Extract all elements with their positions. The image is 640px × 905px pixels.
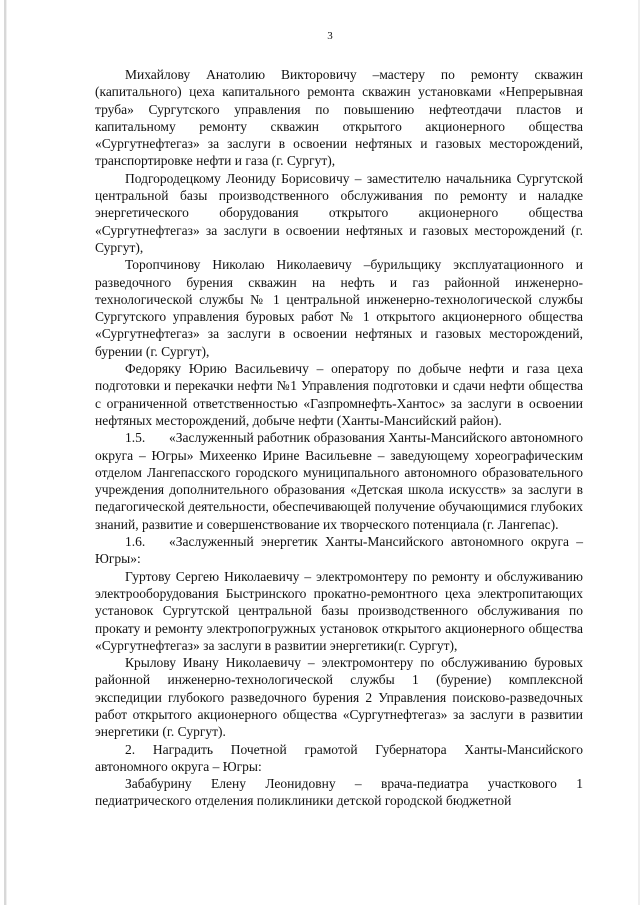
section-heading: 2. Наградить Почетной грамотой Губернатора Ханты-Мансийского автономного округа – Югры:: [95, 741, 583, 774]
item-number: 1.6.: [125, 534, 146, 550]
award-paragraph: Гуртову Сергею Николаевичу – электромонтеру по ремонту и обслуживанию электрооборудования Быстринского прокатно-ремонтного цеха электропитающих установок Сургутской центральной базы производственного обслуживания по прокату и ремонту электропогружных установок открытого акционерного общества «Сургутнефтегаз» за заслуги в развитии энергетики(г. Сургут),: [95, 568, 583, 653]
award-paragraph: Крылову Ивану Николаевичу – электромонтеру по обслуживанию буровых районной инженерно-технологической службы 1 (бурение) комплексной экспедиции глубокого разведочного бурения 2 Управления поисково-разведочных работ открытого акционерного общества «Сургутнефтегаз» за заслуги в развитии энергетики (г. Сургут).: [95, 655, 583, 740]
award-paragraph: Подгородецкому Леониду Борисовичу – заместителю начальника Сургутской центральной базы производственного обслуживания по ремонту и наладке энергетического оборудования открытого акционерного общества «Сургутнефтегаз» за заслуги в освоении нефтяных и газовых месторождений (г. Сургут),: [95, 170, 583, 255]
numbered-item-1-5: [95, 429, 583, 533]
page-number: 3: [327, 30, 333, 42]
item-text: «Заслуженный энергетик Ханты-Мансийского автономного округа – Югры»:: [95, 534, 583, 567]
award-paragraph: Федоряку Юрию Васильевичу – оператору по добыче нефти и газа цеха подготовки и перекачки нефти №1 Управления подготовки и сдачи нефти общества с ограниченной ответственностью «Газпромнефть-Хантос» за заслуги в освоении нефтяных месторождений, добыче нефти (Ханты-Мансийский район).: [95, 361, 583, 428]
item-text: «Заслуженный работник образования Ханты-Мансийского автономного округа – Югры» Михеенко Ирине Васильевне – заведующему хореографическим отделом Лангепасского городского муниципального автономного образовательного учреждения дополнительного образования «Детская школа искусств» за заслуги в педагогической деятельности, обеспечивающей получение обучающимися глубоких знаний, развитие и совершенствование их творческого потенциала (г. Лангепас).: [95, 430, 583, 532]
document-body: [95, 66, 583, 810]
numbered-item-1-6: [95, 533, 583, 568]
award-paragraph: Торопчинову Николаю Николаевичу –бурильщику эксплуатационного и разведочного бурения скважин на нефть и газ районной инженерно-технологической службы № 1 центральной инженерно-технологической службы Сургутского управления буровых работ № 1 открытого акционерного общества «Сургутнефтегаз» за заслуги в освоении нефтяных и газовых месторождений, бурении (г. Сургут),: [95, 257, 583, 359]
award-paragraph: Михайлову Анатолию Викторовичу –мастеру по ремонту скважин (капитального) цеха капитального ремонта скважин установками «Непрерывная труба» Сургутского управления по повышению нефтеотдачи пластов и капитальному ремонту скважин открытого акционерного общества «Сургутнефтегаз» за заслуги в освоении нефтяных и газовых месторождений, транспортировке нефти и газа (г. Сургут),: [95, 67, 583, 169]
award-paragraph: Забабурину Елену Леонидовну – врача-педиатра участкового 1 педиатрического отделения поликлиники детской городской бюджетной: [95, 776, 583, 809]
scan-edge: [6, 0, 7, 905]
item-number: 1.5.: [125, 430, 146, 446]
